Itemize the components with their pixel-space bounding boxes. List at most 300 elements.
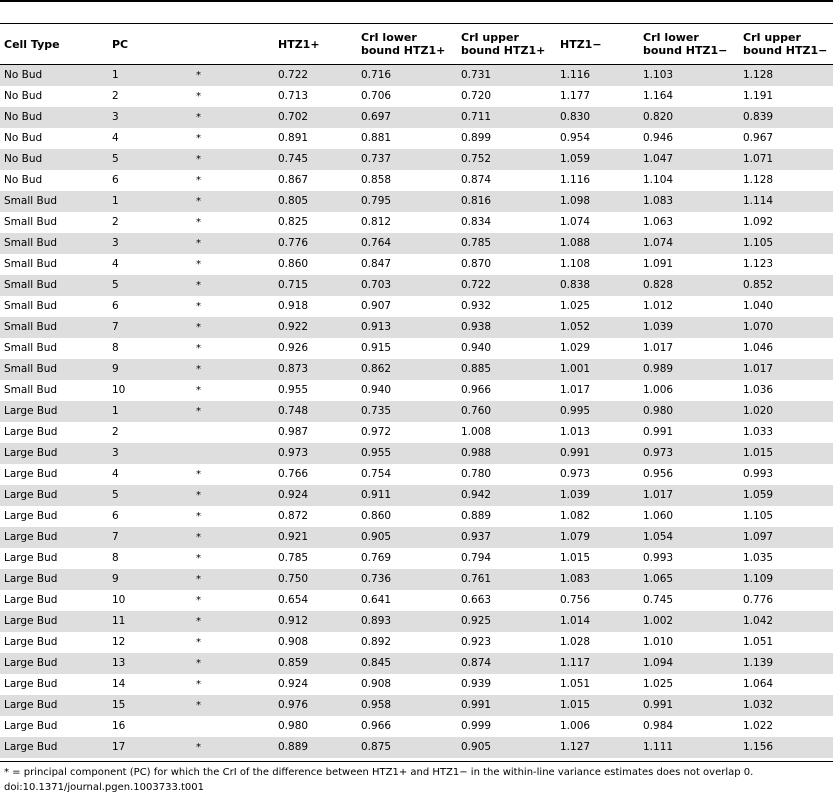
significance-marker: * xyxy=(196,280,201,291)
table-cell: 1.083 xyxy=(560,573,591,585)
table-row xyxy=(0,191,833,212)
table-cell: 0.754 xyxy=(361,468,392,480)
table-cell: 0.993 xyxy=(643,552,674,564)
table-cell: 0.942 xyxy=(461,489,492,501)
column-header-line: CrI lower xyxy=(361,31,417,44)
table-row xyxy=(0,443,833,464)
table-cell: 0.989 xyxy=(643,363,674,375)
significance-marker: * xyxy=(196,616,201,627)
table-cell: 0.905 xyxy=(361,531,392,543)
table-cell: 0.860 xyxy=(361,510,392,522)
table-cell: 0.993 xyxy=(743,468,774,480)
table-cell: 4 xyxy=(112,132,119,144)
table-cell: 1 xyxy=(112,405,119,417)
table-cell: 0.872 xyxy=(278,510,309,522)
table-cell: 0.940 xyxy=(461,342,492,354)
table-cell: No Bud xyxy=(4,174,43,186)
significance-marker: * xyxy=(196,217,201,228)
table-cell: 1.063 xyxy=(643,216,674,228)
table-cell: 1 xyxy=(112,195,119,207)
table-cell: Large Bud xyxy=(4,678,58,690)
column-header xyxy=(361,24,445,64)
table-cell: 0.722 xyxy=(461,279,492,291)
table-row xyxy=(0,107,833,128)
table-cell: 0.716 xyxy=(361,69,392,81)
table-cell: 0.874 xyxy=(461,657,492,669)
table-cell: 0.966 xyxy=(461,384,492,396)
table-cell: 0.987 xyxy=(278,426,309,438)
table-cell: 0.750 xyxy=(278,573,309,585)
table-cell: 0.715 xyxy=(278,279,309,291)
table-cell: 0.973 xyxy=(278,447,309,459)
table-header xyxy=(0,23,833,65)
table-cell: 1.091 xyxy=(643,258,674,270)
table-cell: 0.830 xyxy=(560,111,591,123)
table-cell: Large Bud xyxy=(4,405,58,417)
table-cell: 1.046 xyxy=(743,342,774,354)
table-cell: 0.972 xyxy=(361,426,392,438)
table-cell: 1.116 xyxy=(560,174,591,186)
table-cell: 0.881 xyxy=(361,132,392,144)
table-cell: 1.008 xyxy=(461,426,492,438)
table-row xyxy=(0,233,833,254)
column-header-line: CrI upper xyxy=(461,31,519,44)
significance-marker: * xyxy=(196,196,201,207)
table-cell: Small Bud xyxy=(4,363,58,375)
table-cell: 1.104 xyxy=(643,174,674,186)
table-cell: 0.859 xyxy=(278,657,309,669)
table-cell: 0.966 xyxy=(361,720,392,732)
table-cell: 0.892 xyxy=(361,636,392,648)
table-row xyxy=(0,296,833,317)
table-cell: 0.918 xyxy=(278,300,309,312)
table-cell: 0.731 xyxy=(461,69,492,81)
table-cell: 11 xyxy=(112,615,126,627)
table-cell: 0.889 xyxy=(278,741,309,753)
table-cell: 1.047 xyxy=(643,153,674,165)
table-cell: 1.156 xyxy=(743,741,774,753)
table-cell: 0.748 xyxy=(278,405,309,417)
column-header xyxy=(743,24,827,64)
table-cell: 6 xyxy=(112,510,119,522)
table-cell: 1.042 xyxy=(743,615,774,627)
table-cell: 1.015 xyxy=(743,447,774,459)
table-cell: 0.991 xyxy=(643,699,674,711)
table-cell: 1.035 xyxy=(743,552,774,564)
column-header-line: PC xyxy=(112,37,129,51)
table-cell: Small Bud xyxy=(4,237,58,249)
table-cell: 1.015 xyxy=(560,552,591,564)
table-cell: 0.999 xyxy=(461,720,492,732)
table-row xyxy=(0,317,833,338)
table-cell: 0.932 xyxy=(461,300,492,312)
significance-marker: * xyxy=(196,490,201,501)
table-cell: 0.976 xyxy=(278,699,309,711)
table-cell: 0.780 xyxy=(461,468,492,480)
table-cell: 0.703 xyxy=(361,279,392,291)
significance-marker: * xyxy=(196,154,201,165)
table-cell: 0.995 xyxy=(560,405,591,417)
table-cell: 0.736 xyxy=(361,573,392,585)
table-row xyxy=(0,128,833,149)
significance-marker: * xyxy=(196,91,201,102)
table-cell: 0.766 xyxy=(278,468,309,480)
table-row xyxy=(0,212,833,233)
table-row xyxy=(0,590,833,611)
table-cell: 0.663 xyxy=(461,594,492,606)
table-row xyxy=(0,149,833,170)
table-cell: 1.097 xyxy=(743,531,774,543)
table-cell: 0.973 xyxy=(560,468,591,480)
table-cell: 1.040 xyxy=(743,300,774,312)
table-cell: 1.164 xyxy=(643,90,674,102)
doi-label: doi:10.1371/journal.pgen.1003733.t001 xyxy=(4,782,205,793)
table-cell: 0.785 xyxy=(278,552,309,564)
table-row xyxy=(0,695,833,716)
table-cell: Large Bud xyxy=(4,657,58,669)
table-cell: 1.032 xyxy=(743,699,774,711)
column-header-line: CrI upper xyxy=(743,31,801,44)
table-cell: No Bud xyxy=(4,69,43,81)
table-cell: 0.795 xyxy=(361,195,392,207)
table-cell: 0.756 xyxy=(560,594,591,606)
table-cell: 6 xyxy=(112,300,119,312)
table-cell: 0.925 xyxy=(461,615,492,627)
column-header-line: bound HTZ1+ xyxy=(361,44,446,57)
table-cell: Large Bud xyxy=(4,636,58,648)
table-cell: 0.991 xyxy=(560,447,591,459)
significance-marker: * xyxy=(196,238,201,249)
table-cell: Large Bud xyxy=(4,552,58,564)
table-cell: 0.956 xyxy=(643,468,674,480)
table-cell: 0.940 xyxy=(361,384,392,396)
table-cell: 1.074 xyxy=(643,237,674,249)
column-header-line: HTZ1+ xyxy=(278,37,320,51)
table-row xyxy=(0,548,833,569)
table-cell: 0.946 xyxy=(643,132,674,144)
table-cell: 1.065 xyxy=(643,573,674,585)
table-cell: 0.958 xyxy=(361,699,392,711)
table-cell: Small Bud xyxy=(4,279,58,291)
table-cell: 0.924 xyxy=(278,489,309,501)
column-header-line: HTZ1− xyxy=(560,37,602,51)
table-row xyxy=(0,716,833,737)
table-cell: 4 xyxy=(112,258,119,270)
table-cell: 0.745 xyxy=(278,153,309,165)
table-cell: Large Bud xyxy=(4,594,58,606)
table-row xyxy=(0,170,833,191)
table-cell: 1.017 xyxy=(643,342,674,354)
table-cell: 0.839 xyxy=(743,111,774,123)
table-footnote: * = principal component (PC) for which the CrI of the difference between HTZ1+ and HTZ1− in the within-line variance estimates does not overlap 0. xyxy=(4,767,754,778)
table-cell: 0.991 xyxy=(643,426,674,438)
table-row xyxy=(0,86,833,107)
column-header xyxy=(278,24,320,64)
table-cell: 1.116 xyxy=(560,69,591,81)
table-row xyxy=(0,254,833,275)
table-row xyxy=(0,527,833,548)
table-cell: Large Bud xyxy=(4,720,58,732)
table-cell: Large Bud xyxy=(4,573,58,585)
table-cell: 12 xyxy=(112,636,126,648)
table-cell: 0.816 xyxy=(461,195,492,207)
table-cell: 1.006 xyxy=(560,720,591,732)
table-cell: 1.117 xyxy=(560,657,591,669)
table-cell: 0.852 xyxy=(743,279,774,291)
table-row xyxy=(0,569,833,590)
table-cell: Large Bud xyxy=(4,741,58,753)
table-cell: 0.769 xyxy=(361,552,392,564)
table-cell: 1.083 xyxy=(643,195,674,207)
table-row xyxy=(0,380,833,401)
table-cell: 0.862 xyxy=(361,363,392,375)
table-cell: 0.776 xyxy=(743,594,774,606)
table-cell: 13 xyxy=(112,657,126,669)
significance-marker: * xyxy=(196,112,201,123)
significance-marker: * xyxy=(196,658,201,669)
table-cell: 0.911 xyxy=(361,489,392,501)
table-cell: 0.926 xyxy=(278,342,309,354)
table-cell: 1.109 xyxy=(743,573,774,585)
table-cell: 0.967 xyxy=(743,132,774,144)
table-cell: 1.070 xyxy=(743,321,774,333)
table-cell: 1.103 xyxy=(643,69,674,81)
table-cell: Large Bud xyxy=(4,699,58,711)
table-cell: 10 xyxy=(112,384,126,396)
table-row xyxy=(0,464,833,485)
table-cell: 0.973 xyxy=(643,447,674,459)
table-cell: 0.923 xyxy=(461,636,492,648)
table-cell: 0.828 xyxy=(643,279,674,291)
table-cell: 14 xyxy=(112,678,126,690)
table-cell: 0.908 xyxy=(278,636,309,648)
column-header-line: bound HTZ1+ xyxy=(461,44,546,57)
column-header xyxy=(461,24,545,64)
table-cell: 1.128 xyxy=(743,174,774,186)
table-cell: 0.641 xyxy=(361,594,392,606)
significance-marker: * xyxy=(196,364,201,375)
table-bottom-rule xyxy=(0,761,833,762)
table-cell: 2 xyxy=(112,426,119,438)
significance-marker: * xyxy=(196,175,201,186)
table-cell: 0.889 xyxy=(461,510,492,522)
table-cell: 0.820 xyxy=(643,111,674,123)
significance-marker: * xyxy=(196,343,201,354)
table-cell: 1.108 xyxy=(560,258,591,270)
significance-marker: * xyxy=(196,322,201,333)
column-header xyxy=(112,24,128,64)
table-cell: 9 xyxy=(112,573,119,585)
table-cell: 1.094 xyxy=(643,657,674,669)
table-row xyxy=(0,65,833,86)
table-cell: 1.010 xyxy=(643,636,674,648)
table-cell: 7 xyxy=(112,321,119,333)
table-cell: 1.014 xyxy=(560,615,591,627)
table-cell: 0.980 xyxy=(278,720,309,732)
table-cell: 0.845 xyxy=(361,657,392,669)
table-row xyxy=(0,485,833,506)
table-cell: 1.051 xyxy=(560,678,591,690)
table-cell: 2 xyxy=(112,90,119,102)
table-cell: 3 xyxy=(112,447,119,459)
table-row xyxy=(0,506,833,527)
table-cell: 0.924 xyxy=(278,678,309,690)
table-cell: 1.017 xyxy=(643,489,674,501)
table-row xyxy=(0,674,833,695)
table-cell: Large Bud xyxy=(4,447,58,459)
significance-marker: * xyxy=(196,259,201,270)
table-cell: 1.177 xyxy=(560,90,591,102)
table-cell: 1.025 xyxy=(643,678,674,690)
column-header-line: bound HTZ1− xyxy=(643,44,728,57)
table-cell: 0.893 xyxy=(361,615,392,627)
table-cell: 1.001 xyxy=(560,363,591,375)
table-cell: 0.812 xyxy=(361,216,392,228)
table-cell: 0.915 xyxy=(361,342,392,354)
significance-marker: * xyxy=(196,742,201,753)
table-cell: 1.028 xyxy=(560,636,591,648)
table-cell: Large Bud xyxy=(4,615,58,627)
table-cell: 1.105 xyxy=(743,510,774,522)
table-cell: Large Bud xyxy=(4,489,58,501)
table-row xyxy=(0,359,833,380)
table-cell: 0.737 xyxy=(361,153,392,165)
table-cell: 1.128 xyxy=(743,69,774,81)
significance-marker: * xyxy=(196,679,201,690)
table-cell: 0.870 xyxy=(461,258,492,270)
table-row xyxy=(0,401,833,422)
table-cell: 0.711 xyxy=(461,111,492,123)
table-cell: 0.913 xyxy=(361,321,392,333)
table-cell: No Bud xyxy=(4,111,43,123)
table-cell: 0.776 xyxy=(278,237,309,249)
table-cell: 1.071 xyxy=(743,153,774,165)
table-cell: 0.834 xyxy=(461,216,492,228)
table-cell: No Bud xyxy=(4,132,43,144)
table-cell: 1.015 xyxy=(560,699,591,711)
table-cell: 8 xyxy=(112,342,119,354)
table-cell: 1.059 xyxy=(743,489,774,501)
table-cell: 4 xyxy=(112,468,119,480)
table-cell: 0.764 xyxy=(361,237,392,249)
significance-marker: * xyxy=(196,637,201,648)
table-cell: 1.039 xyxy=(643,321,674,333)
table-cell: 1.020 xyxy=(743,405,774,417)
table-cell: 0.752 xyxy=(461,153,492,165)
column-header xyxy=(560,24,602,64)
table-cell: 0.908 xyxy=(361,678,392,690)
table-cell: 0.867 xyxy=(278,174,309,186)
table-cell: 1.025 xyxy=(560,300,591,312)
table-cell: 1.029 xyxy=(560,342,591,354)
significance-marker: * xyxy=(196,532,201,543)
table-cell: 1.013 xyxy=(560,426,591,438)
column-header-line: Cell Type xyxy=(4,37,60,51)
table-cell: 17 xyxy=(112,741,126,753)
significance-marker: * xyxy=(196,133,201,144)
table-cell: 0.702 xyxy=(278,111,309,123)
table-cell: 0.761 xyxy=(461,573,492,585)
table-cell: 15 xyxy=(112,699,126,711)
table-cell: 1.060 xyxy=(643,510,674,522)
table-cell: 1.139 xyxy=(743,657,774,669)
table-cell: 1.092 xyxy=(743,216,774,228)
table-cell: 0.847 xyxy=(361,258,392,270)
table-cell: 0.988 xyxy=(461,447,492,459)
table-cell: 0.825 xyxy=(278,216,309,228)
table-cell: 3 xyxy=(112,111,119,123)
table-cell: 0.722 xyxy=(278,69,309,81)
table-cell: 0.720 xyxy=(461,90,492,102)
table-cell: 1.111 xyxy=(643,741,674,753)
table-cell: 1.022 xyxy=(743,720,774,732)
table-row xyxy=(0,338,833,359)
significance-marker: * xyxy=(196,385,201,396)
table-cell: No Bud xyxy=(4,90,43,102)
table-cell: 0.980 xyxy=(643,405,674,417)
column-header-line: CrI lower xyxy=(643,31,699,44)
table-cell: 0.991 xyxy=(461,699,492,711)
table-cell: Large Bud xyxy=(4,510,58,522)
column-header xyxy=(643,24,727,64)
table-cell: 0.874 xyxy=(461,174,492,186)
table-cell: 0.954 xyxy=(560,132,591,144)
table-cell: 1.017 xyxy=(743,363,774,375)
table-cell: 0.984 xyxy=(643,720,674,732)
table-cell: Small Bud xyxy=(4,384,58,396)
table-cell: 1.191 xyxy=(743,90,774,102)
significance-marker: * xyxy=(196,574,201,585)
significance-marker: * xyxy=(196,406,201,417)
table-cell: 1.098 xyxy=(560,195,591,207)
significance-marker: * xyxy=(196,700,201,711)
table-cell: 1.036 xyxy=(743,384,774,396)
table-cell: Small Bud xyxy=(4,300,58,312)
table-cell: 0.885 xyxy=(461,363,492,375)
table-cell: Large Bud xyxy=(4,468,58,480)
table-cell: 7 xyxy=(112,531,119,543)
table-cell: 1.088 xyxy=(560,237,591,249)
table-cell: 0.922 xyxy=(278,321,309,333)
table-cell: 0.760 xyxy=(461,405,492,417)
table-cell: 0.912 xyxy=(278,615,309,627)
table-cell: 0.735 xyxy=(361,405,392,417)
table-cell: Large Bud xyxy=(4,531,58,543)
column-header xyxy=(4,24,60,64)
significance-marker: * xyxy=(196,70,201,81)
table-cell: 0.899 xyxy=(461,132,492,144)
table-cell: 1.052 xyxy=(560,321,591,333)
table-cell: 0.905 xyxy=(461,741,492,753)
table-top-rule xyxy=(0,0,833,2)
table-cell: 0.838 xyxy=(560,279,591,291)
significance-marker: * xyxy=(196,595,201,606)
table-cell: 0.939 xyxy=(461,678,492,690)
table-cell: 1.051 xyxy=(743,636,774,648)
table-cell: 1.039 xyxy=(560,489,591,501)
table-cell: 1.059 xyxy=(560,153,591,165)
significance-marker: * xyxy=(196,553,201,564)
table-cell: 1.127 xyxy=(560,741,591,753)
table-cell: 8 xyxy=(112,552,119,564)
table-cell: 0.697 xyxy=(361,111,392,123)
table-cell: Large Bud xyxy=(4,426,58,438)
table-cell: 0.785 xyxy=(461,237,492,249)
table-cell: Small Bud xyxy=(4,216,58,228)
table-cell: 6 xyxy=(112,174,119,186)
table-cell: 1 xyxy=(112,69,119,81)
table-cell: 0.907 xyxy=(361,300,392,312)
